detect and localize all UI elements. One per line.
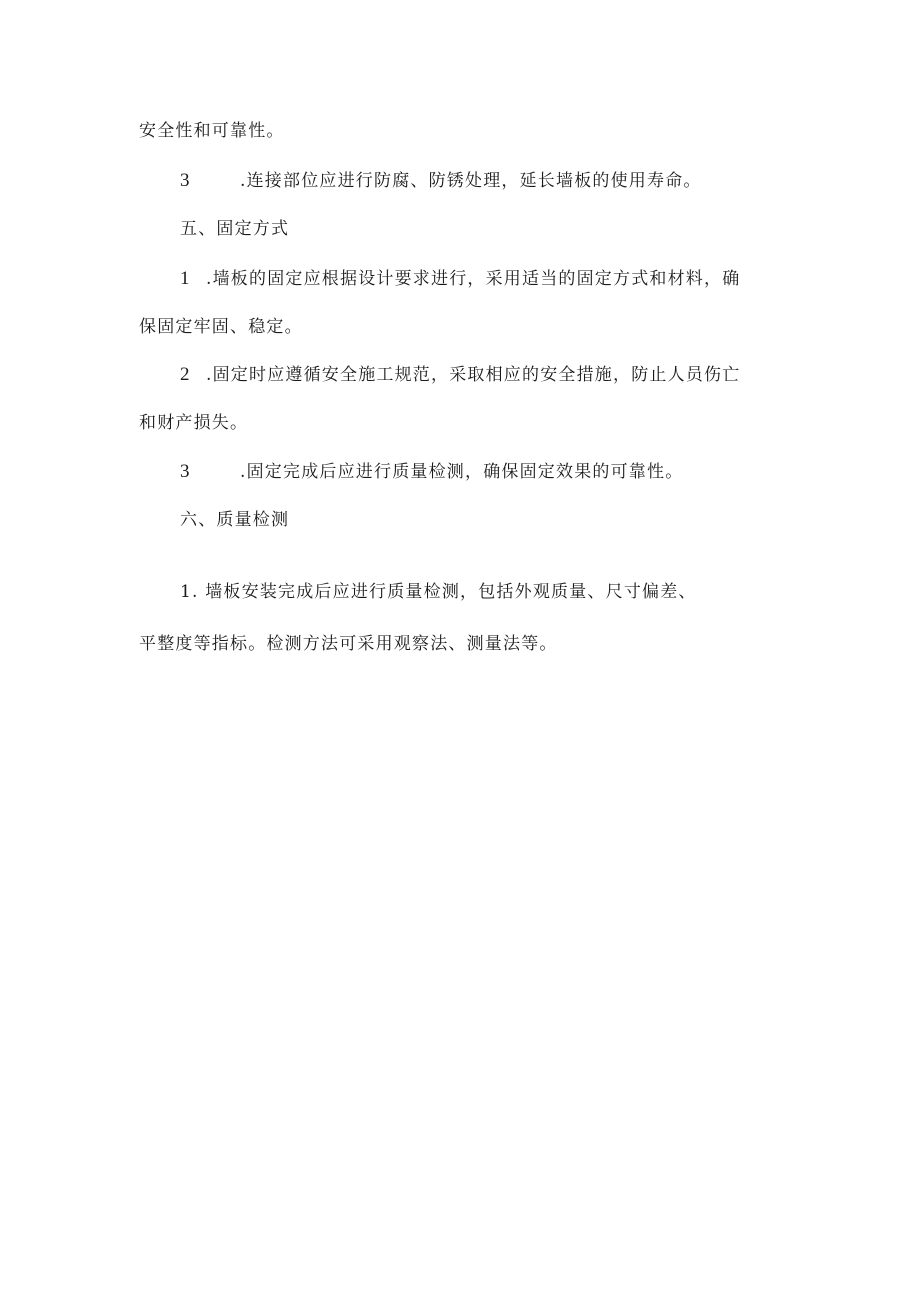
list-number: 1	[180, 268, 191, 289]
line-text: 1. 墙板安装完成后应进行质量检测，包括外观质量、尺寸偏差、	[180, 582, 697, 602]
section-heading	[180, 217, 289, 241]
line-text: .固定时应遵循安全施工规范，采取相应的安全措施，防止人员伤亡	[206, 365, 741, 385]
paragraph-line	[139, 315, 303, 339]
line-text: .墙板的固定应根据设计要求进行，采用适当的固定方式和材料，确	[206, 269, 741, 289]
list-number: 3	[180, 461, 191, 482]
line-text: 安全性和可靠性。	[139, 121, 285, 141]
list-item-3	[180, 169, 702, 193]
list-item-3	[180, 460, 683, 484]
list-item-1	[180, 580, 697, 604]
heading-text: 五、固定方式	[180, 219, 290, 239]
heading-text: 六、质量检测	[180, 510, 290, 530]
line-text: 和财产损失。	[139, 413, 249, 433]
paragraph-line	[139, 119, 285, 143]
paragraph-line	[139, 411, 248, 435]
list-number: 3	[180, 170, 191, 191]
line-text: .固定完成后应进行质量检测，确保固定效果的可靠性。	[240, 462, 684, 482]
list-item-1	[180, 267, 740, 291]
paragraph-line	[139, 632, 558, 656]
line-text: 保固定牢固、稳定。	[139, 317, 303, 337]
line-text: 平整度等指标。检测方法可采用观察法、测量法等。	[139, 634, 558, 654]
section-heading	[180, 508, 289, 532]
list-item-2	[180, 363, 740, 387]
list-number: 2	[180, 364, 191, 385]
line-text: .连接部位应进行防腐、防锈处理，延长墙板的使用寿命。	[240, 171, 702, 191]
